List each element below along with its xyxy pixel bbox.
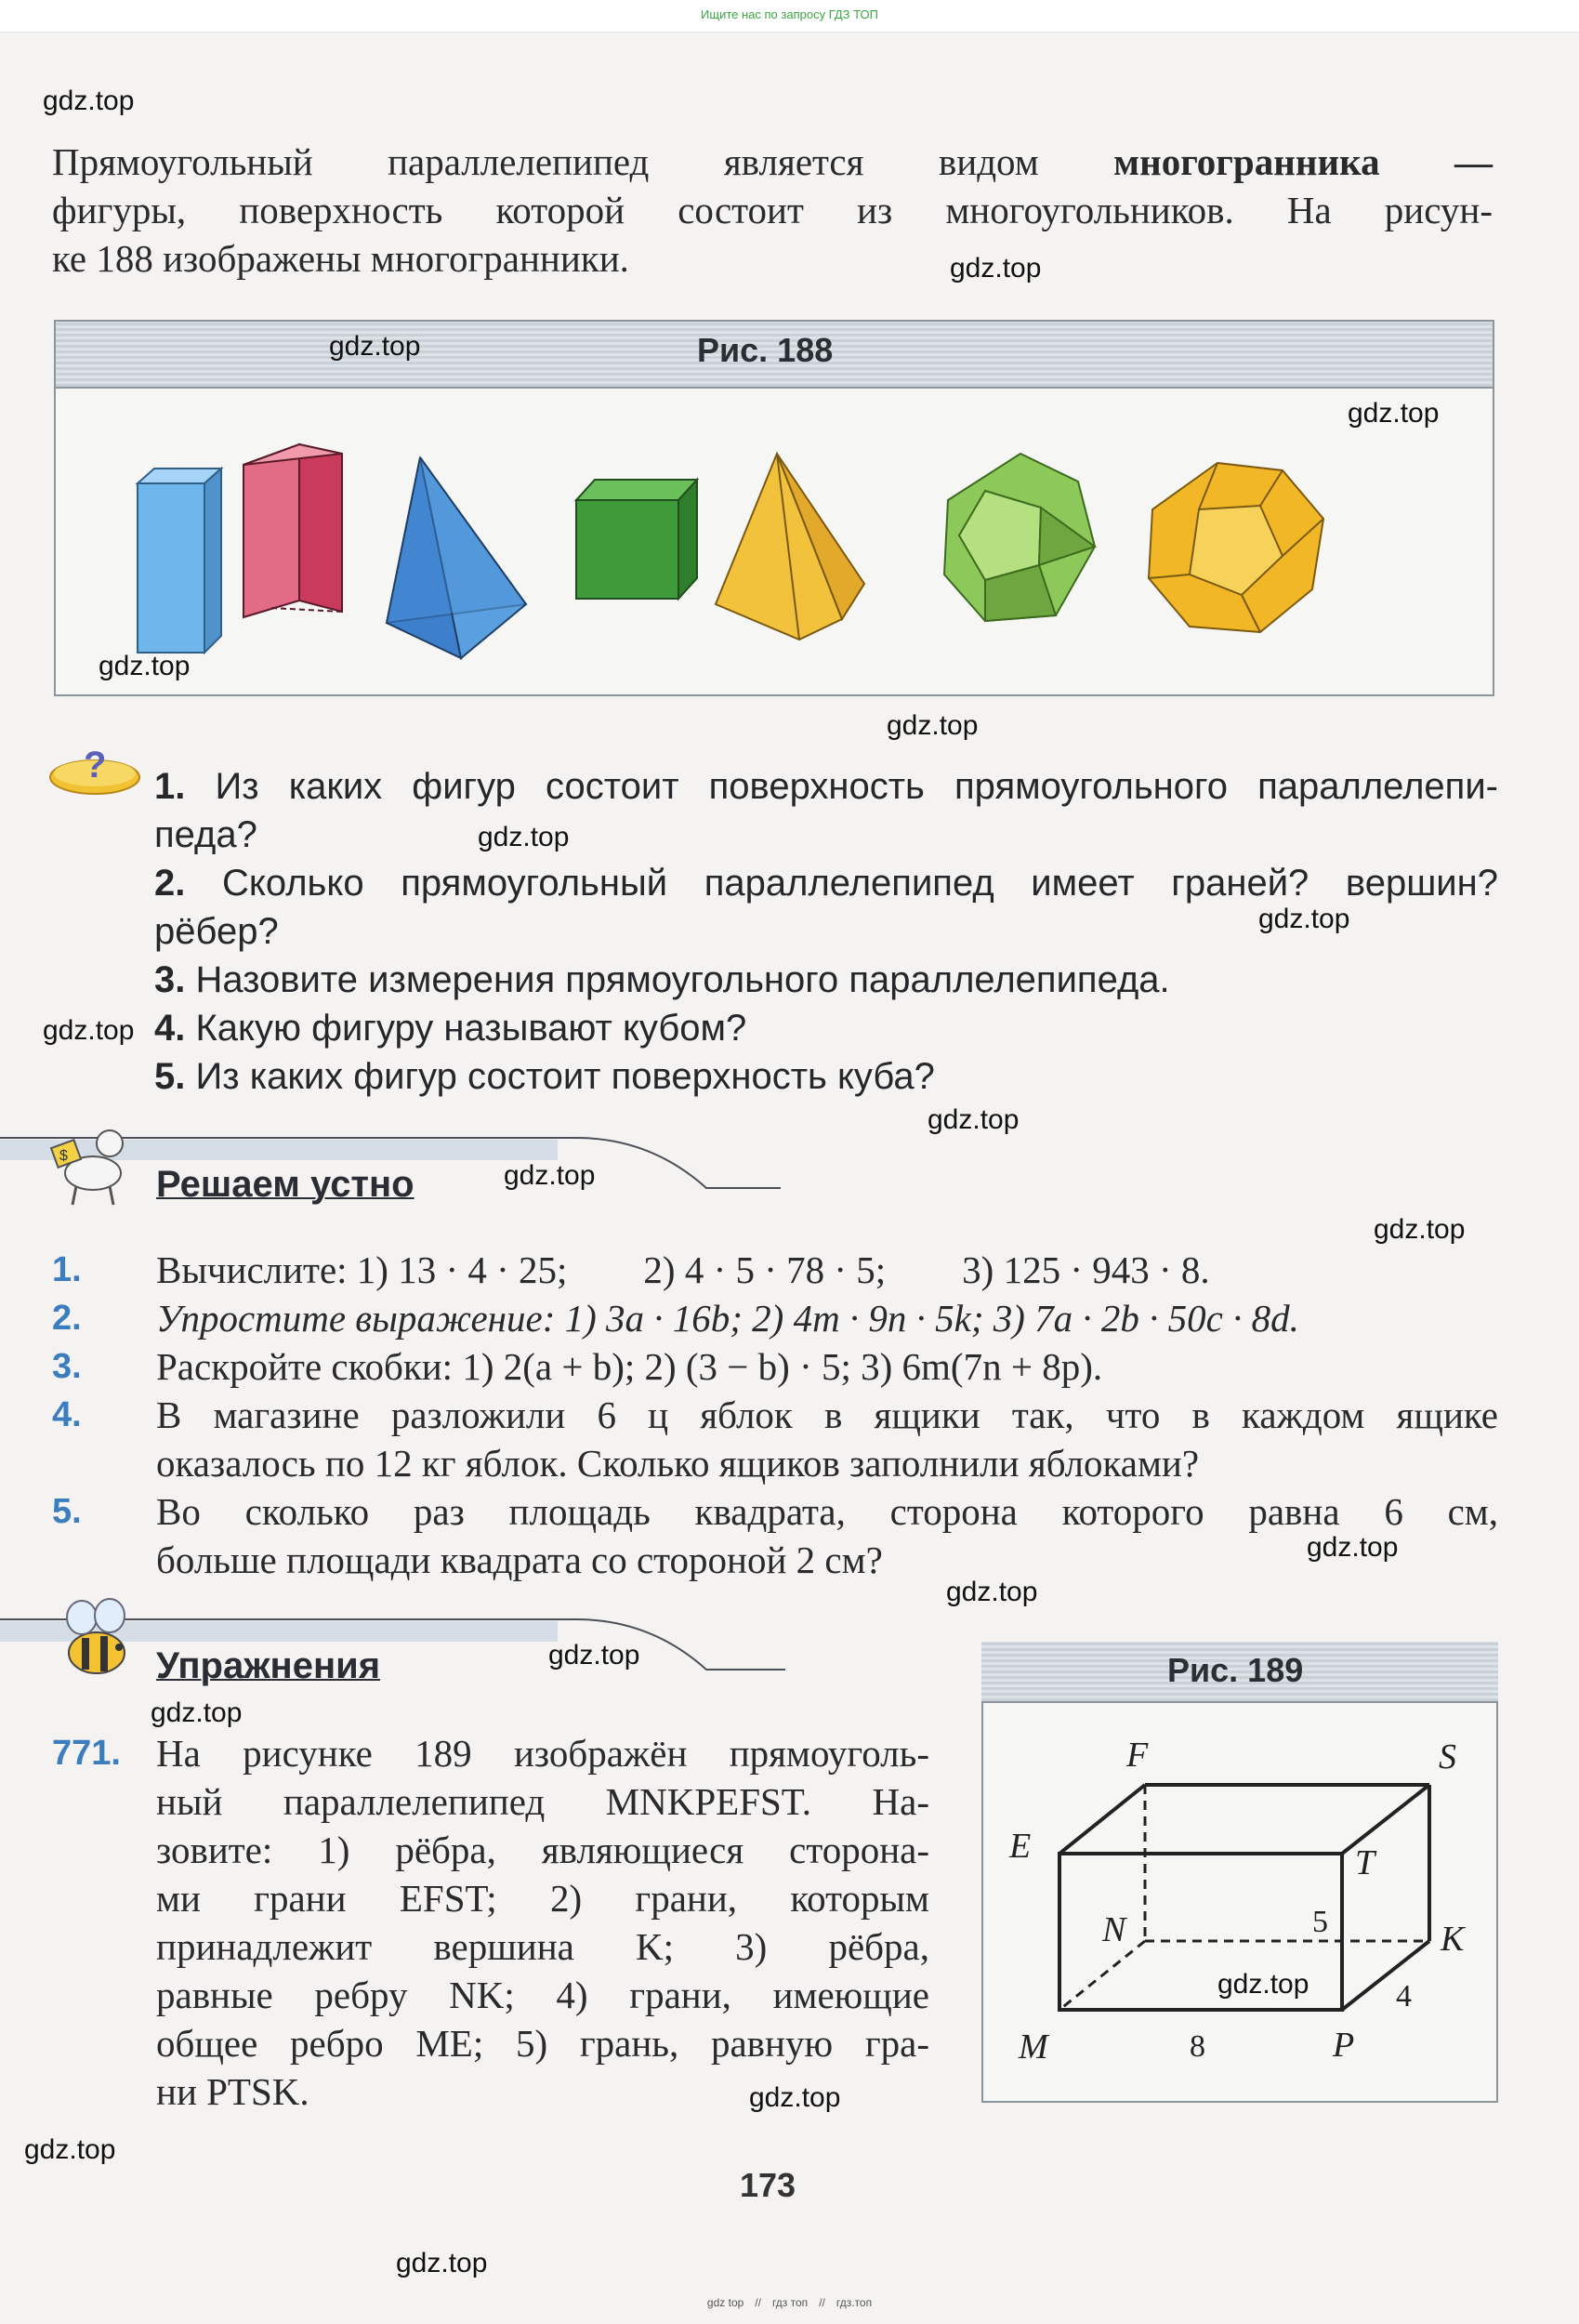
tetrahedron-shape (387, 457, 526, 658)
vertex-K: K (1441, 1920, 1465, 1959)
watermark: gdz.top (887, 710, 979, 741)
oral-item-2: 2. Упростите выражение: 1) 3a · 16b; 2) 4m · 9n · 5k; 3) 7a · 2b · 50c · 8d. (52, 1297, 1299, 1340)
watermark: gdz.top (329, 331, 421, 362)
oral-item-3: 3. Раскройте скобки: 1) 2(a + b); 2) (3 − b) · 5; 3) 6m(7n + 8p). (52, 1345, 1103, 1388)
vertex-F: F (1126, 1736, 1149, 1775)
watermark: gdz.top (43, 1015, 135, 1046)
watermark: gdz.top (1348, 398, 1440, 429)
pentagonal-pyramid-shape (716, 454, 864, 640)
watermark: gdz.top (504, 1160, 596, 1191)
dog-mascot-icon (45, 1116, 134, 1208)
question-2: 2. Сколько прямоугольный параллелепипед имеет граней? вершин? рёбер? (154, 863, 1498, 952)
intro-line-3: ке 188 изображены многогранники. (52, 237, 629, 280)
top-note: Ищите нас по запросу ГДЗ ТОП (701, 7, 878, 21)
oral-item-5: 5. Во сколько раз площадь квадрата, сторона которого равна 6 см, больше площади квадрата со стороной 2 см? (52, 1490, 1498, 1581)
polyhedra-illustration (56, 389, 1493, 694)
parallelepiped-diagram (981, 1703, 1498, 2103)
edge-label-5: 5 (1312, 1905, 1328, 1939)
edge-label-4: 4 (1396, 1979, 1412, 2014)
bottom-note: gdz top // гдз топ // гдз.топ (706, 2296, 873, 2309)
watermark: gdz.top (1374, 1214, 1466, 1245)
figure-189-label: Рис. 189 (1167, 1651, 1304, 1689)
vertex-M: M (1019, 2027, 1048, 2067)
watermark: gdz.top (1217, 1969, 1309, 2000)
question-5: 5. Из каких фигур состоит поверхность куба? (154, 1056, 935, 1097)
rectangular-prism-shape (138, 469, 221, 653)
watermark: gdz.top (478, 822, 570, 852)
vertex-N: N (1102, 1910, 1126, 1949)
intro-line-1: Прямоугольный параллелепипед является видом многогранника — (52, 140, 1493, 183)
watermark: gdz.top (1258, 904, 1350, 934)
watermark: gdz.top (99, 651, 191, 681)
watermark: gdz.top (548, 1640, 640, 1670)
vertex-T: T (1355, 1843, 1375, 1882)
green-polyhedron-shape (944, 454, 1095, 621)
oral-section-title: Решаем устно (156, 1164, 414, 1205)
intro-paragraph (52, 138, 1493, 283)
oral-items (52, 1246, 1498, 1584)
oral-item-4: 4. В магазине разложили 6 ц яблок в ящики так, что в каждом ящике оказалось по 12 кг яблок. Сколько ящиков заполнили яблоками? (52, 1393, 1498, 1485)
watermark: gdz.top (24, 2134, 116, 2165)
bee-mascot-icon (54, 1593, 138, 1683)
watermark: gdz.top (950, 253, 1042, 284)
watermark: gdz.top (928, 1104, 1020, 1135)
exercise-771-text: На рисунке 189 изображён прямоуголь- ный параллелепипед MNKPEFST. На- зовите: 1) рёбра, являющиеся сторона- ми грани EFST; 2) грани, которым принадлежит вершина K; 3) рёбра, равные ребру NK; 4) грани, имеющие общее ребро ME; 5) грань, равную гра- ни PTSK. (156, 1732, 929, 2113)
svg-text:$: $ (59, 1148, 68, 1164)
watermark: gdz.top (396, 2248, 488, 2278)
triangular-prism-shape (243, 444, 342, 617)
watermark: gdz.top (151, 1697, 243, 1728)
vertex-S: S (1439, 1737, 1456, 1776)
svg-text:?: ? (84, 745, 107, 786)
figure-188-body (54, 387, 1494, 696)
dodecahedron-shape (1149, 463, 1323, 632)
question-4: 4. Какую фигуру называют кубом? (154, 1008, 747, 1049)
oral-item-1: 1. Вычислите: 1) 13 · 4 · 25; 2) 4 · 5 · 78 · 5; 3) 125 · 943 · 8. (52, 1248, 1210, 1291)
intro-line-2: фигуры, поверхность которой состоит из многоугольников. На рисун- (52, 189, 1493, 231)
watermark: gdz.top (43, 86, 135, 116)
watermark: gdz.top (749, 2082, 841, 2113)
exercise-771 (52, 1729, 929, 2116)
page-number: 173 (740, 2166, 796, 2204)
question-mark-icon (46, 740, 143, 799)
vertex-E: E (1009, 1827, 1032, 1866)
question-3: 3. Назовите измерения прямоугольного параллелепипеда. (154, 959, 1170, 1000)
figure-188-label: Рис. 188 (697, 331, 834, 369)
cube-shape (576, 480, 697, 599)
edge-label-8: 8 (1190, 2029, 1205, 2064)
question-1: 1. Из каких фигур состоит поверхность прямоугольного параллелепи- педа? (154, 766, 1498, 855)
exercise-771-number: 771. (52, 1734, 121, 1773)
vertex-P: P (1333, 2026, 1355, 2065)
watermark: gdz.top (946, 1577, 1038, 1607)
watermark: gdz.top (1307, 1532, 1399, 1563)
exercises-section-title: Упражнения (156, 1645, 381, 1686)
